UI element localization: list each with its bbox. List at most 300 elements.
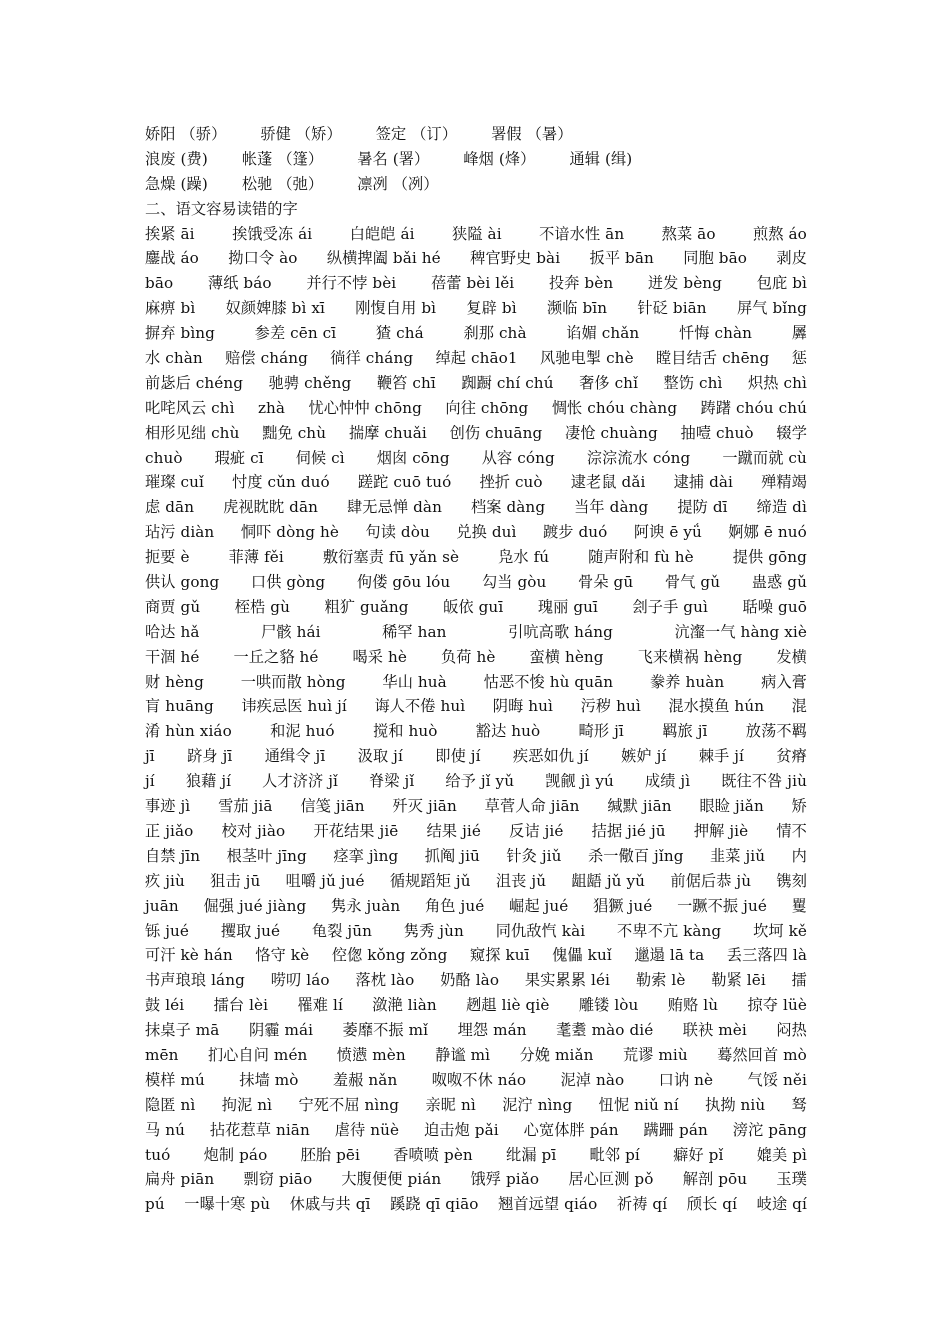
word-entry: 虎视眈眈 dān bbox=[223, 498, 319, 517]
word-entry: 放荡不羁 bbox=[745, 722, 807, 741]
word-entry: zhà bbox=[257, 398, 286, 417]
word-entry: 肆无忌惮 dàn bbox=[347, 498, 442, 517]
word-entry: 忧心忡忡 chōng bbox=[308, 398, 422, 417]
word-entry: 辍学 bbox=[776, 423, 807, 442]
word-entry: 沆瀣一气 hàng xiè bbox=[674, 622, 807, 641]
word-entry: 针灸 jiǔ bbox=[506, 846, 562, 865]
word-entry: 窥探 kuī bbox=[469, 946, 530, 965]
word-entry: 羼 bbox=[791, 324, 807, 343]
word-entry: 丢三落四 là bbox=[726, 946, 807, 965]
word-entry: 滂沱 pāng bbox=[732, 1120, 807, 1139]
word-entry: 徜徉 cháng bbox=[330, 349, 414, 368]
word-entry: 毗邻 pí bbox=[589, 1145, 640, 1164]
section-title: 二、语文容易读错的字 bbox=[145, 199, 298, 218]
word-entry: 一蹴而就 cù bbox=[722, 448, 807, 467]
word-entry: 铄 jué bbox=[145, 921, 189, 940]
word-entry: 挨紧 āi bbox=[145, 224, 195, 243]
word-entry: 祈祷 qí bbox=[616, 1195, 668, 1214]
word-entry: 尸骸 hái bbox=[261, 622, 321, 641]
word-entry: 勾当 gòu bbox=[481, 573, 547, 592]
correction-line bbox=[145, 122, 807, 147]
word-entry: 气馁 něi bbox=[747, 1070, 807, 1089]
word-entry: 水 chàn bbox=[145, 349, 203, 368]
word-entry: 娇阳 （骄） bbox=[145, 125, 227, 143]
word-entry: 矍 bbox=[791, 896, 807, 915]
word-entry: 煎熬 áo bbox=[753, 224, 807, 243]
word-entry: 不谙水性 ān bbox=[539, 224, 625, 243]
pronunciation-line bbox=[145, 595, 807, 620]
pronunciation-line bbox=[145, 819, 807, 844]
word-entry: pú bbox=[145, 1195, 165, 1214]
word-entry: 绰起 chāo1 bbox=[435, 349, 518, 368]
word-entry: 濒临 bīn bbox=[546, 299, 608, 318]
word-entry: 并行不悖 bèi bbox=[306, 274, 397, 293]
word-entry: 前毖后 chéng bbox=[145, 373, 244, 392]
word-entry: 淆 hùn xiáo bbox=[145, 722, 232, 741]
word-entry: 忏悔 chàn bbox=[678, 324, 753, 343]
word-entry: 玉璞 bbox=[776, 1170, 807, 1189]
word-entry: 静谧 mì bbox=[435, 1045, 491, 1064]
word-entry: 凫水 fú bbox=[498, 548, 550, 567]
word-entry: 奴颜婢膝 bì xī bbox=[225, 299, 325, 318]
word-entry: 当年 dàng bbox=[574, 498, 649, 517]
pronunciation-line bbox=[145, 1118, 807, 1143]
word-entry: 剽窃 piāo bbox=[243, 1170, 313, 1189]
word-entry: 闷热 bbox=[776, 1021, 807, 1040]
word-entry: 擂 bbox=[791, 971, 807, 990]
word-entry: 落枕 lào bbox=[355, 971, 415, 990]
word-entry: 棘手 jí bbox=[698, 747, 745, 766]
word-entry: 掠夺 lüè bbox=[747, 996, 807, 1015]
word-entry: 混水摸鱼 hún bbox=[668, 697, 765, 716]
pronunciation-line bbox=[145, 869, 807, 894]
word-entry: 白皑皑 ái bbox=[349, 224, 415, 243]
word-entry: 胚胎 pēi bbox=[300, 1145, 360, 1164]
word-entry: 虑 dān bbox=[145, 498, 195, 517]
pronunciation-line bbox=[145, 470, 807, 495]
word-entry: 稗官野史 bài bbox=[470, 249, 561, 268]
word-entry: 勒索 lè bbox=[635, 971, 686, 990]
word-entry: 傀儡 kuǐ bbox=[552, 946, 612, 965]
word-entry: 凛冽 （冽） bbox=[357, 174, 439, 193]
pronunciation-line bbox=[145, 1043, 807, 1068]
word-entry: 相形见绌 chù bbox=[145, 423, 240, 442]
word-entry: 包庇 bì bbox=[756, 274, 807, 293]
word-entry: 羞赧 nǎn bbox=[332, 1070, 398, 1089]
word-entry: 趔趄 liè qiè bbox=[466, 996, 550, 1015]
word-entry: 惩 bbox=[791, 349, 807, 368]
word-entry: 桎梏 gù bbox=[234, 597, 290, 616]
pronunciation-line bbox=[145, 670, 807, 695]
pronunciation-line bbox=[145, 844, 807, 869]
word-entry: 嫉妒 jí bbox=[621, 747, 667, 766]
word-entry: 豢养 huàn bbox=[649, 672, 725, 691]
pronunciation-line bbox=[145, 1192, 807, 1217]
word-entry: 敷衍塞责 fū yǎn sè bbox=[322, 548, 460, 567]
word-entry: 风驰电掣 chè bbox=[540, 349, 634, 368]
word-entry: 肓 huāng bbox=[145, 697, 214, 716]
word-entry: 正 jiǎo bbox=[145, 821, 194, 840]
word-entry: 浪废 (费) bbox=[145, 149, 208, 168]
word-entry: 一蹶不振 jué bbox=[677, 896, 767, 915]
word-entry: 一曝十寒 pù bbox=[184, 1195, 271, 1214]
word-entry: 模样 mú bbox=[145, 1070, 205, 1089]
word-entry: 聒噪 guō bbox=[742, 597, 807, 616]
word-entry: 峰烟 (烽） bbox=[463, 149, 536, 168]
word-entry: 驰骋 chěng bbox=[268, 373, 352, 392]
word-entry: 蛊惑 gǔ bbox=[751, 573, 807, 592]
word-entry: 癖好 pǐ bbox=[673, 1145, 724, 1164]
word-entry: 抓阄 jiū bbox=[424, 846, 480, 865]
word-entry: 宁死不屈 nìng bbox=[298, 1095, 400, 1114]
word-entry: 婀娜 ē nuó bbox=[728, 523, 807, 542]
pronunciation-line bbox=[145, 446, 807, 471]
word-entry: 奢侈 chǐ bbox=[579, 373, 639, 392]
word-entry: 整饬 chì bbox=[663, 373, 723, 392]
word-entry: 发横 bbox=[776, 647, 807, 666]
word-entry: 凄怆 chuàng bbox=[565, 423, 658, 442]
word-entry: 针砭 biān bbox=[637, 299, 707, 318]
pronunciation-line bbox=[145, 719, 807, 744]
word-entry: 档案 dàng bbox=[470, 498, 546, 517]
word-entry: 恪守 kè bbox=[255, 946, 310, 965]
pronunciation-line bbox=[145, 520, 807, 545]
word-entry: 刽子手 guì bbox=[632, 597, 708, 616]
word-entry: 情不 bbox=[776, 821, 807, 840]
word-entry: 倔强 jué jiàng bbox=[203, 896, 307, 915]
pronunciation-line bbox=[145, 694, 807, 719]
word-entry: 居心叵测 pǒ bbox=[568, 1170, 654, 1189]
word-entry: 瑰丽 guī bbox=[537, 597, 598, 616]
word-entry: 拈花惹草 niān bbox=[209, 1120, 310, 1139]
word-entry: 攫取 jué bbox=[220, 921, 281, 940]
correction-line bbox=[145, 147, 807, 172]
word-entry: 汲取 jí bbox=[357, 747, 403, 766]
word-entry: 随声附和 fù hè bbox=[588, 548, 694, 567]
pronunciation-line bbox=[145, 222, 807, 247]
word-entry: 忸怩 niǔ ní bbox=[598, 1095, 679, 1114]
word-entry: 循规蹈矩 jǔ bbox=[389, 871, 471, 890]
word-entry: 通辑 (缉) bbox=[569, 149, 633, 168]
word-entry: 踟蹰 chí chú bbox=[461, 373, 554, 392]
word-entry: 通缉令 jī bbox=[264, 747, 326, 766]
word-entry: 大腹便便 pián bbox=[341, 1170, 442, 1189]
word-entry: 阿谀 ē yǘ bbox=[633, 523, 702, 542]
word-entry: 果实累累 léi bbox=[524, 971, 611, 990]
pronunciation-line bbox=[145, 769, 807, 794]
word-entry: 狙击 jū bbox=[210, 871, 261, 890]
word-entry: 暑名 (署） bbox=[357, 149, 430, 168]
word-entry: 蹒跚 pán bbox=[643, 1120, 708, 1139]
pronunciation-line bbox=[145, 246, 807, 271]
word-entry: 拘泥 nì bbox=[221, 1095, 273, 1114]
word-entry: 病入膏 bbox=[761, 672, 807, 691]
word-entry: 崛起 jué bbox=[509, 896, 569, 915]
word-entry: 休戚与共 qī bbox=[289, 1195, 371, 1214]
word-entry: 炽热 chì bbox=[747, 373, 807, 392]
pronunciation-line bbox=[145, 421, 807, 446]
word-entry: 抽噎 chuò bbox=[680, 423, 754, 442]
word-entry: 蛮横 hèng bbox=[529, 647, 604, 666]
word-entry: 沮丧 jǔ bbox=[495, 871, 547, 890]
word-entry: 分娩 miǎn bbox=[519, 1045, 594, 1064]
word-entry: 扼要 è bbox=[145, 548, 190, 567]
word-entry: 挨饿受冻 ái bbox=[232, 224, 313, 243]
pronunciation-line bbox=[145, 346, 807, 371]
word-entry: 负荷 hè bbox=[440, 647, 496, 666]
word-entry: 猖獗 jué bbox=[593, 896, 653, 915]
word-entry: 叱咤风云 chì bbox=[145, 398, 235, 417]
word-entry: 耄耋 mào dié bbox=[556, 1021, 654, 1040]
word-entry: 签定 （订） bbox=[375, 125, 458, 143]
pronunciation-line bbox=[145, 1093, 807, 1118]
word-entry: 眼睑 jiǎn bbox=[699, 797, 764, 816]
word-entry: jī bbox=[145, 747, 155, 766]
word-entry: 署假 （暑） bbox=[491, 125, 573, 143]
word-entry: 刹那 chà bbox=[463, 324, 527, 343]
word-entry: 恫吓 dòng hè bbox=[240, 523, 339, 542]
word-entry: 饿殍 piǎo bbox=[470, 1170, 540, 1189]
word-entry: 干涸 hé bbox=[145, 647, 200, 666]
word-entry: 根茎叶 jīng bbox=[226, 846, 307, 865]
pronunciation-line bbox=[145, 545, 807, 570]
word-entry: 璀璨 cuǐ bbox=[145, 473, 204, 492]
word-entry: 皈依 guī bbox=[443, 597, 504, 616]
word-entry: 华山 huà bbox=[382, 672, 447, 691]
pronunciation-line bbox=[145, 271, 807, 296]
word-entry: 刚愎自用 bì bbox=[355, 299, 437, 318]
word-entry: 向往 chōng bbox=[445, 398, 529, 417]
word-entry: 谄媚 chǎn bbox=[566, 324, 640, 343]
word-entry: 隽秀 jùn bbox=[403, 921, 464, 940]
word-entry: 龟裂 jūn bbox=[311, 921, 372, 940]
word-entry: 扁舟 piān bbox=[145, 1170, 215, 1189]
pronunciation-line bbox=[145, 1167, 807, 1192]
word-entry: 飞来横祸 hèng bbox=[637, 647, 743, 666]
word-entry: 蓓蕾 bèi lěi bbox=[430, 274, 515, 293]
pronunciation-line bbox=[145, 943, 807, 968]
word-entry: 痉挛 jìng bbox=[333, 846, 399, 865]
word-entry: 拮据 jié jū bbox=[591, 821, 666, 840]
word-entry: 唠叨 láo bbox=[270, 971, 330, 990]
word-entry: 荒谬 miù bbox=[622, 1045, 688, 1064]
word-entry: 觊觎 jì yú bbox=[545, 772, 614, 791]
word-entry: 香喷喷 pèn bbox=[393, 1145, 473, 1164]
word-entry: 骄健 （矫） bbox=[260, 125, 342, 143]
word-entry: 抹桌子 mā bbox=[145, 1021, 220, 1040]
word-entry: 提防 dī bbox=[677, 498, 728, 517]
word-entry: 惆怅 chóu chàng bbox=[551, 398, 678, 417]
word-entry: 同胞 bāo bbox=[683, 249, 748, 268]
word-entry: 骨朵 gū bbox=[578, 573, 634, 592]
word-entry: 纰漏 pī bbox=[506, 1145, 557, 1164]
word-entry: 媲美 pì bbox=[756, 1145, 807, 1164]
pronunciation-line bbox=[145, 371, 807, 396]
word-entry: 哈达 hǎ bbox=[145, 622, 200, 641]
word-entry: 脊梁 jǐ bbox=[369, 772, 415, 791]
word-entry: 瞠目结舌 chēng bbox=[656, 349, 770, 368]
word-entry: 薄纸 báo bbox=[207, 274, 272, 293]
word-entry: 复辟 bì bbox=[466, 299, 517, 318]
pronunciation-line bbox=[145, 794, 807, 819]
word-entry: 倥偬 kǒng zǒng bbox=[331, 946, 448, 965]
word-entry: 松驰 （弛） bbox=[241, 174, 324, 193]
word-entry: 联袂 mèi bbox=[682, 1021, 747, 1040]
word-entry: 粗犷 guǎng bbox=[324, 597, 409, 616]
word-entry: 杀一儆百 jǐng bbox=[587, 846, 684, 865]
pronunciation-line bbox=[145, 968, 807, 993]
word-entry: 颀长 qí bbox=[686, 1195, 738, 1214]
word-entry: 迫击炮 pǎi bbox=[424, 1120, 499, 1139]
word-entry: 岐途 qí bbox=[756, 1195, 807, 1214]
word-entry: 泥泞 nìng bbox=[502, 1095, 573, 1114]
word-entry: 驽 bbox=[791, 1095, 807, 1114]
word-entry: 咀嚼 jǔ jué bbox=[285, 871, 365, 890]
word-entry: 供认 gong bbox=[145, 573, 220, 592]
word-entry: chuò bbox=[145, 448, 183, 467]
word-entry: 狭隘 ài bbox=[452, 224, 502, 243]
word-entry: 参差 cēn cī bbox=[254, 324, 337, 343]
word-entry: 伺候 cì bbox=[295, 448, 345, 467]
word-entry: 迸发 bèng bbox=[647, 274, 723, 293]
word-entry: 骨气 gǔ bbox=[664, 573, 721, 592]
word-entry: 缄默 jiān bbox=[607, 797, 672, 816]
word-entry: 呶呶不休 náo bbox=[431, 1070, 527, 1089]
pronunciation-line bbox=[145, 919, 807, 944]
word-entry: 结果 jié bbox=[426, 821, 481, 840]
word-entry: 隐匿 nì bbox=[145, 1095, 196, 1114]
word-entry: 龃龉 jǔ yǔ bbox=[571, 871, 646, 890]
word-entry: 镌刻 bbox=[776, 871, 807, 890]
word-entry: 提供 gōng bbox=[732, 548, 807, 567]
word-entry: 猹 chá bbox=[375, 324, 424, 343]
word-entry: 引吭高歌 háng bbox=[508, 622, 613, 641]
word-entry: 奶酪 lào bbox=[440, 971, 500, 990]
word-entry: 殚精竭 bbox=[761, 473, 807, 492]
word-entry: 勒紧 lēi bbox=[711, 971, 766, 990]
word-entry: 隽永 juàn bbox=[331, 896, 401, 915]
word-entry: mēn bbox=[145, 1045, 179, 1064]
word-entry: 既往不咎 jiù bbox=[721, 772, 807, 791]
word-entry: 校对 jiào bbox=[221, 821, 286, 840]
pronunciation-line bbox=[145, 396, 807, 421]
word-entry: 赔偿 cháng bbox=[225, 349, 308, 368]
pronunciation-line bbox=[145, 495, 807, 520]
document-body bbox=[145, 122, 807, 1217]
word-entry: 缔造 dì bbox=[756, 498, 807, 517]
word-entry: 贿赂 lù bbox=[667, 996, 719, 1015]
word-entry: 急燥 (躁) bbox=[145, 174, 208, 193]
word-entry: 羁旅 jī bbox=[662, 722, 708, 741]
word-entry: 歼灭 jiān bbox=[392, 797, 457, 816]
word-entry: 信笺 jiān bbox=[300, 797, 365, 816]
word-entry: 一丘之貉 hé bbox=[233, 647, 319, 666]
word-entry: 开花结果 jiē bbox=[313, 821, 399, 840]
word-entry: 喝采 hè bbox=[352, 647, 407, 666]
word-entry: 句读 dòu bbox=[365, 523, 430, 542]
word-entry: 污秽 huì bbox=[580, 697, 641, 716]
word-entry: 纵横捭阖 bǎi hé bbox=[326, 249, 441, 268]
word-entry: 炮制 páo bbox=[203, 1145, 268, 1164]
word-entry: 蹊跷 qī qiāo bbox=[390, 1195, 479, 1214]
word-entry: 前倨后恭 jù bbox=[670, 871, 752, 890]
word-entry: 可汗 kè hán bbox=[145, 946, 233, 965]
word-entry: 角色 jué bbox=[425, 896, 485, 915]
pronunciation-line bbox=[145, 1018, 807, 1043]
word-entry: 佝偻 gōu lóu bbox=[356, 573, 451, 592]
word-entry: 萎靡不振 mǐ bbox=[342, 1021, 429, 1040]
word-entry: 埋怨 mán bbox=[457, 1021, 527, 1040]
word-entry: 畸形 jī bbox=[578, 722, 624, 741]
word-entry: 逮捕 dài bbox=[673, 473, 733, 492]
word-entry: 狼藉 jí bbox=[185, 772, 232, 791]
word-entry: 瑕疵 cī bbox=[214, 448, 264, 467]
pronunciation-line bbox=[145, 645, 807, 670]
word-entry: 揣摩 chuǎi bbox=[348, 423, 427, 442]
word-entry: 剥皮 bbox=[776, 249, 807, 268]
word-entry: 抹墙 mò bbox=[239, 1070, 299, 1089]
word-entry: 鼓 léi bbox=[145, 996, 185, 1015]
word-entry: 商贾 gǔ bbox=[145, 597, 201, 616]
word-entry: 同仇敌忾 kài bbox=[495, 921, 586, 940]
word-entry: 阴霾 mái bbox=[248, 1021, 314, 1040]
word-entry: 愤懑 mèn bbox=[336, 1045, 406, 1064]
word-entry: 稀罕 han bbox=[382, 622, 447, 641]
word-entry: 邋遢 lā ta bbox=[634, 946, 705, 965]
word-entry: 人才济济 jǐ bbox=[262, 772, 338, 791]
word-entry: 屏气 bǐng bbox=[736, 299, 807, 318]
word-entry: 扪心自问 mén bbox=[207, 1045, 308, 1064]
word-entry: 怙恶不悛 hù quān bbox=[483, 672, 614, 691]
word-entry: 罹难 lí bbox=[297, 996, 343, 1015]
pronunciation-line bbox=[145, 894, 807, 919]
word-entry: 矫 bbox=[791, 797, 807, 816]
pronunciation-line bbox=[145, 321, 807, 346]
word-entry: 虐待 nüè bbox=[334, 1120, 400, 1139]
word-entry: 黜免 chù bbox=[262, 423, 327, 442]
word-entry: 搅和 huò bbox=[372, 722, 438, 741]
word-entry: 创伤 chuāng bbox=[449, 423, 543, 442]
word-entry: 书声琅琅 láng bbox=[145, 971, 245, 990]
word-entry: 贫瘠 bbox=[776, 747, 807, 766]
word-entry: 潋滟 liàn bbox=[372, 996, 437, 1015]
word-entry: 擂台 lèi bbox=[213, 996, 269, 1015]
word-entry: 踌躇 chóu chú bbox=[700, 398, 807, 417]
word-entry: 淙淙流水 cóng bbox=[586, 448, 691, 467]
word-entry: 一哄而散 hòng bbox=[240, 672, 346, 691]
word-entry: 挫折 cuò bbox=[479, 473, 543, 492]
pronunciation-line bbox=[145, 1143, 807, 1168]
word-entry: 阴晦 huì bbox=[492, 697, 554, 716]
word-entry: 玷污 diàn bbox=[145, 523, 215, 542]
word-entry: 和泥 huó bbox=[270, 722, 335, 741]
word-entry: 投奔 bèn bbox=[548, 274, 614, 293]
word-entry: 给予 jǐ yǔ bbox=[445, 772, 515, 791]
pronunciation-line bbox=[145, 620, 807, 645]
word-entry: 蓦然回首 mò bbox=[717, 1045, 807, 1064]
word-entry: 内 bbox=[791, 846, 807, 865]
word-entry: 蹉跎 cuō tuó bbox=[357, 473, 452, 492]
word-entry: 亲昵 nì bbox=[425, 1095, 476, 1114]
word-entry: 踱步 duó bbox=[542, 523, 608, 542]
correction-line bbox=[145, 172, 807, 197]
word-entry: 口讷 nè bbox=[658, 1070, 714, 1089]
pronunciation-line bbox=[145, 744, 807, 769]
pronunciation-line bbox=[145, 1068, 807, 1093]
word-entry: 混 bbox=[791, 697, 807, 716]
word-entry: 讳疾忌医 huì jí bbox=[241, 697, 347, 716]
word-entry: 麻痹 bì bbox=[145, 299, 196, 318]
